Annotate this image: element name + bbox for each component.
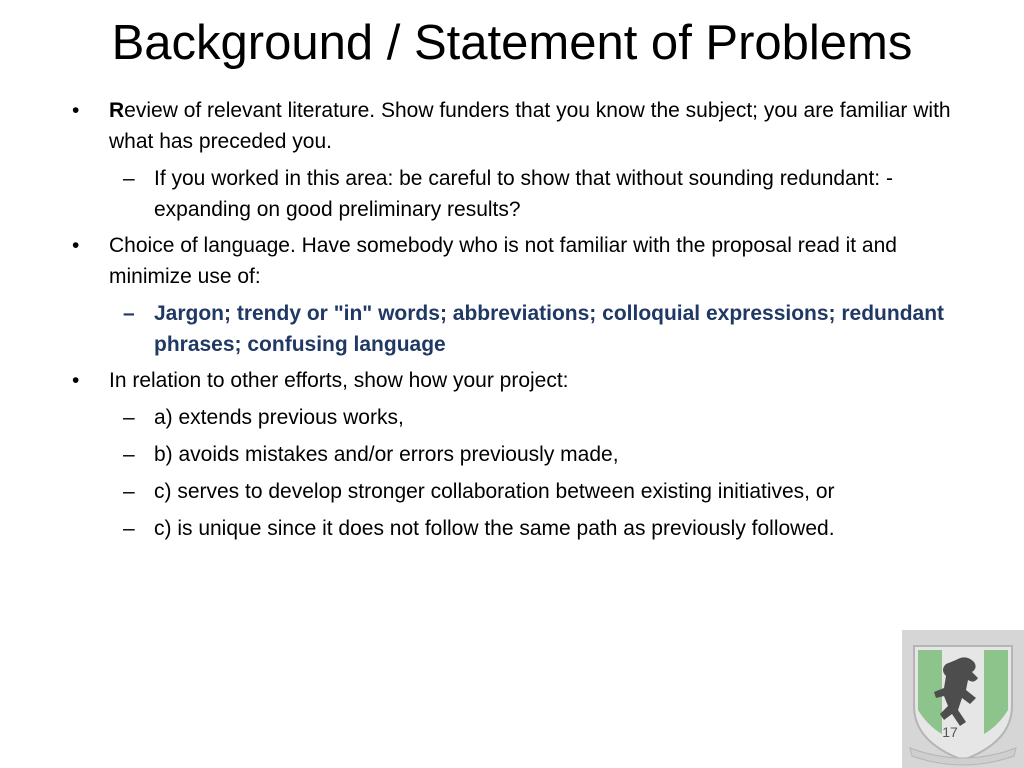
bullet-marker: • — [72, 99, 80, 122]
bullet-text-rest: eview of relevant literature. Show funders that you know the subject; you are familiar with what has preceded you. — [109, 99, 951, 153]
subbullet-unique — [72, 513, 972, 544]
subbullet-text: If you worked in this area: be careful to show that without sounding redundant: -expanding on good preliminary results? — [154, 167, 893, 221]
bullet-text: Choice of language. Have somebody who is not familiar with the proposal read it and minimize use of: — [109, 234, 897, 288]
bullet-list — [72, 90, 972, 544]
dash-marker: – — [123, 480, 135, 503]
bullet-text: In relation to other efforts, show how your project: — [109, 369, 569, 392]
dash-marker: – — [123, 167, 135, 190]
bullet-other-efforts — [72, 365, 972, 396]
university-crest-icon — [902, 630, 1024, 768]
dash-marker: – — [123, 406, 135, 429]
subbullet-text-highlight: Jargon; trendy or "in" words; abbreviations; colloquial expressions; redundant phrases; confusing language — [154, 302, 945, 356]
subbullet-text: a) extends previous works, — [154, 406, 404, 429]
subbullet-avoids-mistakes — [72, 439, 972, 470]
slide-title: Background / Statement of Problems — [111, 16, 913, 70]
bullet-marker: • — [72, 369, 80, 392]
bullet-marker: • — [72, 234, 80, 257]
subbullet-prior-work — [72, 163, 972, 225]
page-number: 17 — [942, 724, 958, 740]
bullet-choice-of-language — [72, 230, 972, 292]
subbullet-text: c) serves to develop stronger collaboration between existing initiatives, or — [154, 480, 835, 503]
crest-graphic — [902, 630, 1024, 768]
subbullet-jargon — [72, 298, 972, 360]
subbullet-text: c) is unique since it does not follow the same path as previously followed. — [154, 517, 835, 540]
subbullet-text: b) avoids mistakes and/or errors previously made, — [154, 443, 619, 466]
bullet-literature-review — [72, 95, 972, 157]
dash-marker: – — [123, 443, 135, 466]
bullet-text — [109, 95, 972, 157]
subbullet-collaboration — [72, 476, 972, 507]
dash-marker: – — [123, 517, 135, 540]
subbullet-extends — [72, 402, 972, 433]
dash-marker: – — [123, 302, 135, 325]
bullet-first-letter: R — [109, 99, 125, 122]
